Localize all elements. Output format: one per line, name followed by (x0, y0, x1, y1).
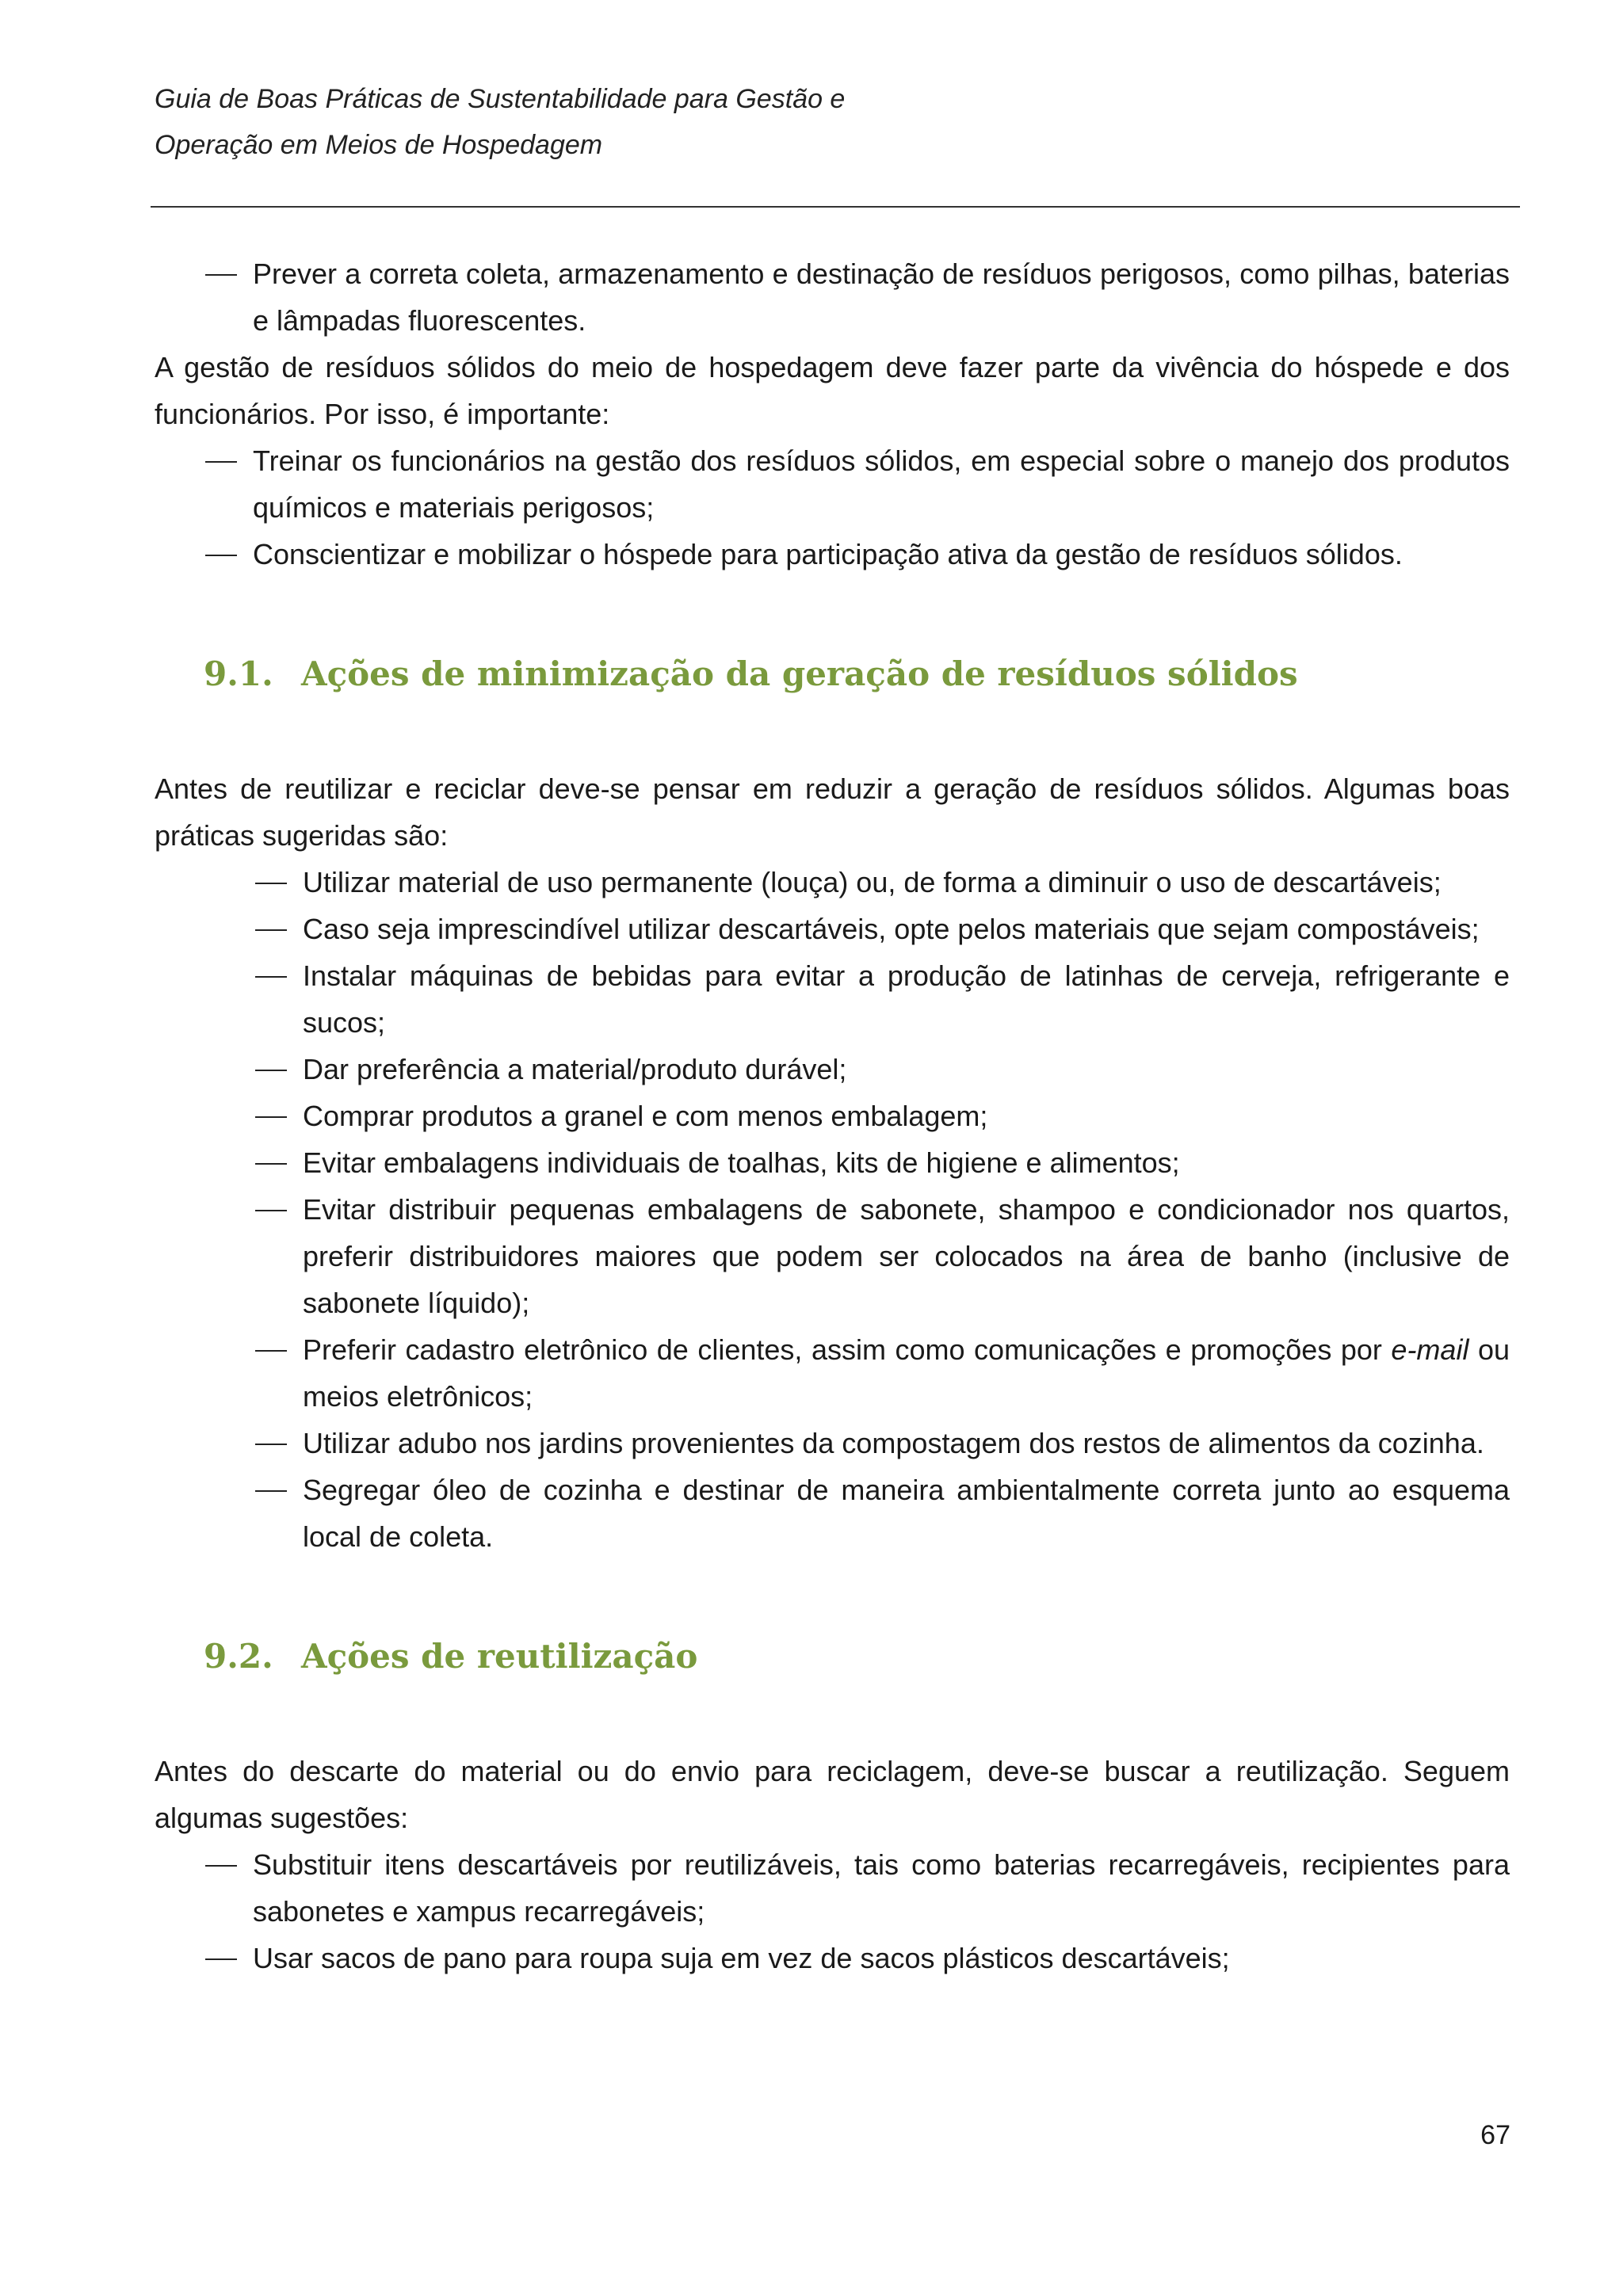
dash-bullet-icon (202, 250, 242, 297)
text-run: Preferir cadastro eletrônico de clientes, assim como comunicações e promoções por (303, 1333, 1392, 1366)
page-body (155, 250, 1510, 1981)
list-item-text: Dar preferência a material/produto durável; (303, 1053, 847, 1085)
list-item (253, 531, 1510, 578)
list-item (253, 1841, 1510, 1935)
paragraph: Antes do descarte do material ou do envio para reciclagem, deve-se buscar a reutilização. Seguem algumas sugestões: (155, 1755, 1510, 1834)
list-item-text: Utilizar material de uso permanente (louça) ou, de forma a diminuir o uso de descartáveis; (303, 866, 1442, 898)
section-title: Ações de minimização da geração de resíduos sólidos (301, 654, 1298, 693)
list-item (303, 1093, 1510, 1139)
dash-bullet-icon (252, 1139, 292, 1186)
dash-bullet-icon (252, 1046, 292, 1093)
list-item-text: Treinar os funcionários na gestão dos resíduos sólidos, em especial sobre o manejo dos produtos químicos e materiais perigosos; (253, 444, 1510, 524)
list-item (303, 906, 1510, 952)
section-heading-9-2 (155, 1633, 1510, 1680)
list-item (303, 1420, 1510, 1466)
list-item (303, 859, 1510, 906)
list-item (303, 1046, 1510, 1093)
header-line-1: Guia de Boas Práticas de Sustentabilidade para Gestão e (155, 84, 846, 114)
page-number: 67 (1480, 2120, 1510, 2150)
text-run: ou meios eletrônicos; (303, 1333, 1510, 1413)
section-number: 9.2. (204, 1637, 273, 1676)
dash-bullet-icon (202, 1935, 242, 1981)
list-item-text: Evitar embalagens individuais de toalhas, kits de higiene e alimentos; (303, 1146, 1180, 1179)
list-item-text: Evitar distribuir pequenas embalagens de sabonete, shampoo e condicionador nos quartos, preferir distribuidores maiores que podem ser colocados na área de banho (inclusive de sabonete líquido); (303, 1193, 1510, 1319)
list-item-text: Segregar óleo de cozinha e destinar de maneira ambientalmente correta junto ao esquema local de coleta. (303, 1474, 1510, 1553)
running-header (155, 76, 1518, 168)
dash-bullet-icon (252, 1326, 292, 1373)
header-divider (151, 206, 1520, 208)
list-item-text: Prever a correta coleta, armazenamento e destinação de resíduos perigosos, como pilhas, baterias e lâmpadas fluorescentes. (253, 257, 1510, 337)
list-item-text: Utilizar adubo nos jardins provenientes da compostagem dos restos de alimentos da cozinha. (303, 1427, 1484, 1459)
list-item (303, 1326, 1510, 1420)
dash-bullet-icon (202, 437, 242, 484)
dash-bullet-icon (252, 1093, 292, 1139)
list-item (303, 952, 1510, 1046)
dash-bullet-icon (252, 952, 292, 999)
dash-bullet-icon (252, 859, 292, 906)
paragraph: Antes de reutilizar e reciclar deve-se pensar em reduzir a geração de resíduos sólidos. Algumas boas práticas sugeridas são: (155, 772, 1510, 852)
section-number: 9.1. (204, 654, 273, 693)
list-item-text (303, 1333, 1510, 1413)
list-item-text: Comprar produtos a granel e com menos embalagem; (303, 1100, 988, 1132)
list-item-text: Instalar máquinas de bebidas para evitar a produção de latinhas de cerveja, refrigerante e sucos; (303, 959, 1510, 1039)
list-item-text: Conscientizar e mobilizar o hóspede para participação ativa da gestão de resíduos sólidos. (253, 538, 1403, 570)
section-title: Ações de reutilização (301, 1637, 698, 1676)
section-heading-9-1 (155, 650, 1510, 697)
list-item (303, 1466, 1510, 1560)
list-item (253, 1935, 1510, 1981)
list-item (303, 1186, 1510, 1326)
dash-bullet-icon (202, 1841, 242, 1888)
paragraph: A gestão de resíduos sólidos do meio de hospedagem deve fazer parte da vivência do hóspede e dos funcionários. Por isso, é importante: (155, 351, 1510, 430)
list-item (253, 437, 1510, 531)
list-item (253, 250, 1510, 344)
dash-bullet-icon (202, 531, 242, 578)
list-item-text: Caso seja imprescindível utilizar descartáveis, opte pelos materiais que sejam compostáveis; (303, 913, 1480, 945)
list-item-text: Substituir itens descartáveis por reutilizáveis, tais como baterias recarregáveis, recipientes para sabonetes e xampus recarregáveis; (253, 1848, 1510, 1928)
dash-bullet-icon (252, 906, 292, 952)
email-italic: e-mail (1391, 1333, 1469, 1366)
list-item (303, 1139, 1510, 1186)
dash-bullet-icon (252, 1420, 292, 1466)
dash-bullet-icon (252, 1466, 292, 1513)
header-line-2: Operação em Meios de Hospedagem (155, 130, 603, 160)
list-item-text: Usar sacos de pano para roupa suja em vez de sacos plásticos descartáveis; (253, 1942, 1230, 1974)
dash-bullet-icon (252, 1186, 292, 1233)
